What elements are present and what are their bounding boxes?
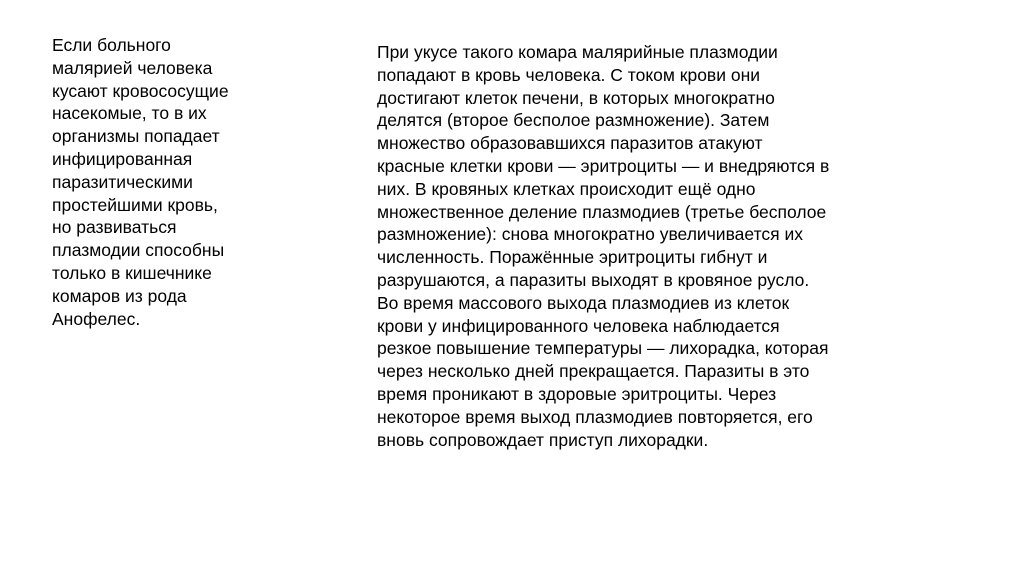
right-text-block: При укусе такого комара малярийные плазмодии попадают в кровь человека. С током крови они достигают клеток печени, в которых многократно делятся (второе бесполое размножение). Затем множество образовавшихся паразитов атакуют красные клетки крови — эритроциты — и внедряются в них. В кровяных клетках происходит ещё одно множественное деление плазмодиев (третье бесполое размножение): снова многократно увеличивается их численность. Поражённые эритроциты гибнут и разрушаются, а паразиты выходят в кровяное русло. Во время массового выхода плазмодиев из клеток крови у инфицированного человека наблюдается резкое повышение температуры — лихорадка, которая через несколько дней прекращается. Паразиты в это время проникают в здоровые эритроциты. Через некоторое время выход плазмодиев повторяется, его вновь сопровождает приступ лихорадки. [377,42,830,450]
left-text-block: Если больного малярией человека кусают кровососущие насекомые, то в их организмы попадает инфицированная паразитическими простейшими кровь, но развиваться плазмодии способны только в кишечнике комаров из рода Анофелес. [52,35,229,329]
